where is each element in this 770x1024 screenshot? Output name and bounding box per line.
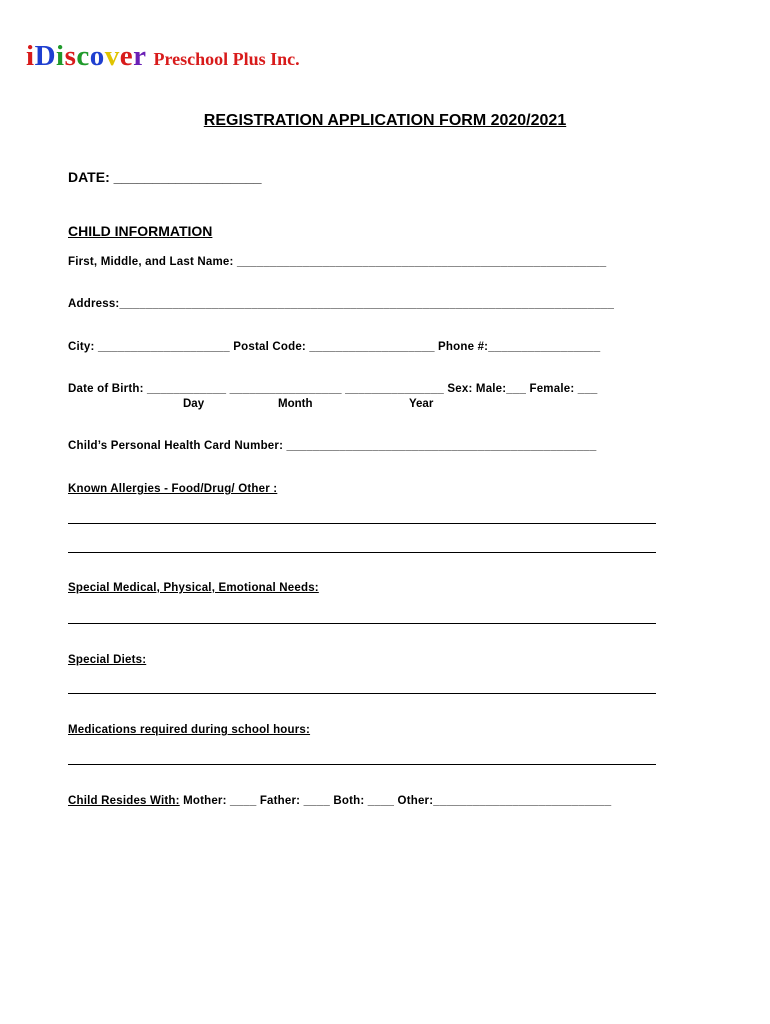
resides-with-options[interactable]: Mother: ____ Father: ____ Both: ____ Other:___________________________	[179, 795, 612, 807]
date-field[interactable]: DATE: ___________________	[68, 169, 262, 185]
special-needs-label: Special Medical, Physical, Emotional Needs:	[68, 582, 319, 594]
city-postal-phone-field[interactable]: City: ____________________ Postal Code: ___________________ Phone #:_________________	[68, 341, 601, 353]
health-card-field[interactable]: Child’s Personal Health Card Number: _______________________________________________	[68, 440, 597, 452]
logo-letter: e	[119, 40, 134, 72]
logo-letter: D	[34, 40, 57, 72]
allergies-line-1[interactable]	[68, 523, 656, 524]
allergies-label: Known Allergies - Food/Drug/ Other :	[68, 483, 278, 495]
dob-month-label: Month	[278, 398, 313, 410]
logo-letter: o	[89, 40, 105, 72]
special-diets-label: Special Diets:	[68, 654, 147, 666]
logo-letter: c	[76, 40, 90, 72]
logo-letter: i	[56, 40, 65, 72]
allergies-line-2[interactable]	[68, 552, 656, 553]
logo-letter: v	[104, 40, 120, 72]
logo-wordmark	[26, 40, 147, 72]
school-logo	[26, 40, 300, 73]
special-diets-line[interactable]	[68, 693, 656, 694]
logo-letter: i	[26, 40, 35, 72]
medications-label: Medications required during school hours:	[68, 724, 311, 736]
logo-letter: r	[133, 40, 147, 72]
logo-tagline: Preschool Plus Inc.	[153, 49, 300, 69]
medications-line[interactable]	[68, 764, 656, 765]
section-title-child-information: CHILD INFORMATION	[68, 223, 213, 239]
resides-with-field[interactable]	[68, 795, 611, 807]
dob-day-label: Day	[183, 398, 205, 410]
logo-letter: s	[64, 40, 77, 72]
name-field[interactable]: First, Middle, and Last Name: ________________________________________________________	[68, 256, 607, 268]
resides-with-label: Child Resides With:	[68, 795, 180, 807]
dob-year-label: Year	[409, 398, 434, 410]
form-title: REGISTRATION APPLICATION FORM 2020/2021	[203, 112, 567, 129]
date-of-birth-field[interactable]: Date of Birth: ____________ _________________ _______________ Sex: Male:___ Female: ___	[68, 383, 598, 395]
special-needs-line[interactable]	[68, 623, 656, 624]
address-field[interactable]: Address:___________________________________________________________________________	[68, 298, 615, 310]
